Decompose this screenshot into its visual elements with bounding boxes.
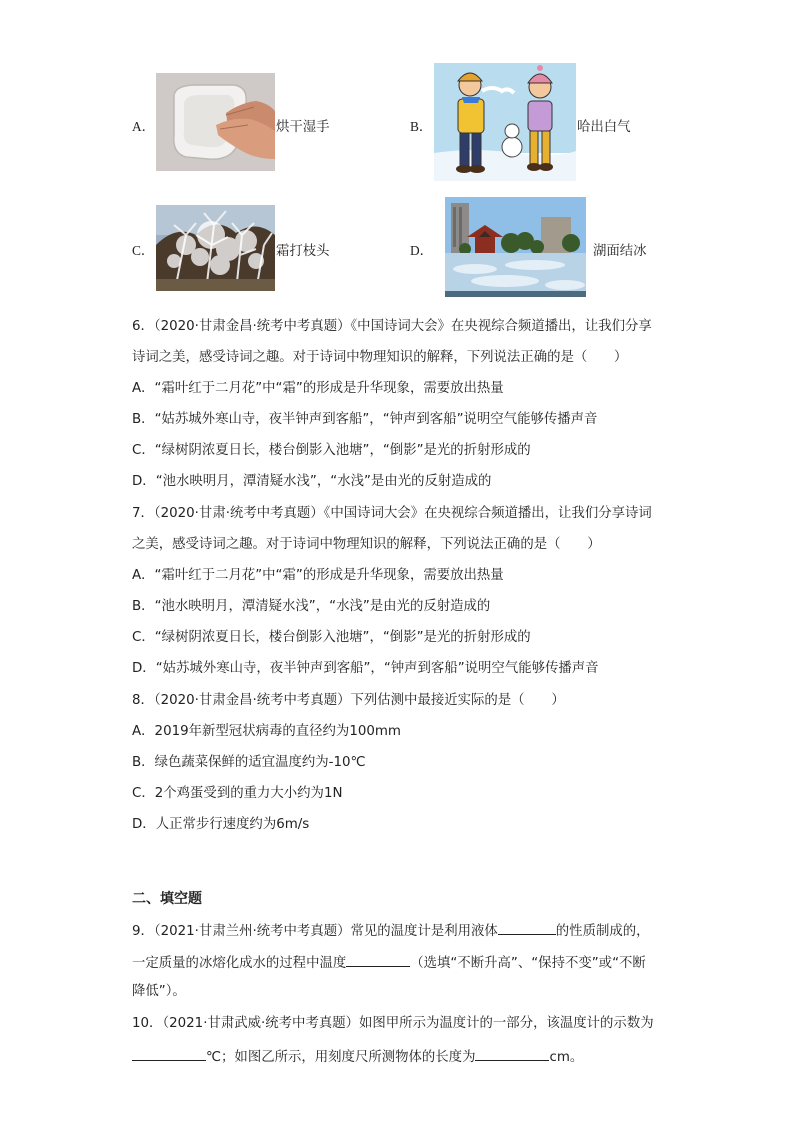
- option-c-caption: 霜打枝头: [276, 244, 330, 259]
- q6-option-a: A．“霜叶红于二月花”中“霜”的形成是升华现象，需要放出热量: [132, 381, 504, 396]
- q10-line1: 10．（2021·甘肃武威·统考中考真题）如图甲所示为温度计的一部分，该温度计的示数为: [132, 1016, 654, 1031]
- option-c-letter: C．: [132, 243, 155, 258]
- option-b-caption: 哈出白气: [577, 120, 631, 135]
- q7-option-d: D．“姑苏城外寒山寺，夜半钟声到客船”，“钟声到客船”说明空气能够传播声音: [132, 661, 599, 676]
- q7-stem-line2: 之美，感受诗词之趣。对于诗词中物理知识的解释，下列说法正确的是（ ）: [132, 537, 601, 552]
- q9-line1: [132, 920, 650, 941]
- section-heading-fill-in: 二、填空题: [132, 891, 202, 907]
- q10-line2-text-d: cm。: [549, 1050, 584, 1065]
- q9-blank-1[interactable]: [498, 920, 556, 935]
- q6-option-d: D．“池水映明月，潭清疑水浅”，“水浅”是由光的反射造成的: [132, 474, 492, 489]
- q9-line3: 降低”）。: [132, 984, 186, 999]
- q9-line1-text-b: 的性质制成的，: [555, 924, 650, 939]
- frost-branches-image: [156, 205, 275, 291]
- q7-option-b: B．“池水映明月，潭清疑水浅”，“水浅”是由光的反射造成的: [132, 599, 491, 614]
- q8-option-c: C．2个鸡蛋受到的重力大小约为1N: [132, 786, 343, 801]
- q8-option-a: A．2019年新型冠状病毒的直径约为100mm: [132, 724, 401, 739]
- q10-blank-2[interactable]: [475, 1046, 549, 1061]
- q9-line2-text-b: （选填“不断升高”、“保持不变”或“不断: [410, 956, 646, 971]
- q6-stem-line1: 6．（2020·甘肃金昌·统考中考真题）《中国诗词大会》在央视综合频道播出，让我们分享: [132, 319, 652, 334]
- q6-stem-line2: 诗词之美，感受诗词之趣。对于诗词中物理知识的解释，下列说法正确的是（ ）: [132, 350, 628, 365]
- q7-option-c: C．“绿树阴浓夏日长，楼台倒影入池塘”，“倒影”是光的折射形成的: [132, 630, 531, 645]
- q9-line2-text-a: 一定质量的冰熔化成水的过程中温度: [132, 956, 347, 971]
- q9-blank-2[interactable]: [346, 952, 410, 967]
- q9-line2: [132, 952, 646, 973]
- q6-option-c: C．“绿树阴浓夏日长，楼台倒影入池塘”，“倒影”是光的折射形成的: [132, 443, 531, 458]
- q7-option-a: A．“霜叶红于二月花”中“霜”的形成是升华现象，需要放出热量: [132, 568, 504, 583]
- q6-option-b: B．“姑苏城外寒山寺，夜半钟声到客船”，“钟声到客船”说明空气能够传播声音: [132, 412, 598, 427]
- option-b-letter: B．: [410, 119, 433, 134]
- children-breath-image: [434, 63, 576, 181]
- q7-stem-line1: 7．（2020·甘肃·统考中考真题）《中国诗词大会》在央视综合频道播出，让我们分享诗词: [132, 506, 652, 521]
- option-d-caption: 湖面结冰: [593, 244, 647, 259]
- frozen-lake-image: [445, 197, 586, 297]
- q10-line2: [132, 1046, 583, 1067]
- option-a-letter: A．: [132, 119, 156, 134]
- q10-blank-1[interactable]: [132, 1046, 206, 1061]
- q9-line1-text-a: 9．（2021·甘肃兰州·统考中考真题）常见的温度计是利用液体: [132, 924, 498, 939]
- q8-option-b: B．绿色蔬菜保鲜的适宜温度约为-10℃: [132, 755, 366, 770]
- option-a-caption: 烘干湿手: [276, 120, 330, 135]
- option-d-letter: D．: [410, 243, 434, 258]
- hand-dryer-image: [156, 73, 275, 171]
- q10-line2-text-b: ℃；如图乙所示，用刻度尺所测物体的长度为: [206, 1050, 476, 1065]
- q8-stem: 8．（2020·甘肃金昌·统考中考真题）下列估测中最接近实际的是（ ）: [132, 693, 565, 708]
- q8-option-d: D．人正常步行速度约为6m/s: [132, 817, 310, 832]
